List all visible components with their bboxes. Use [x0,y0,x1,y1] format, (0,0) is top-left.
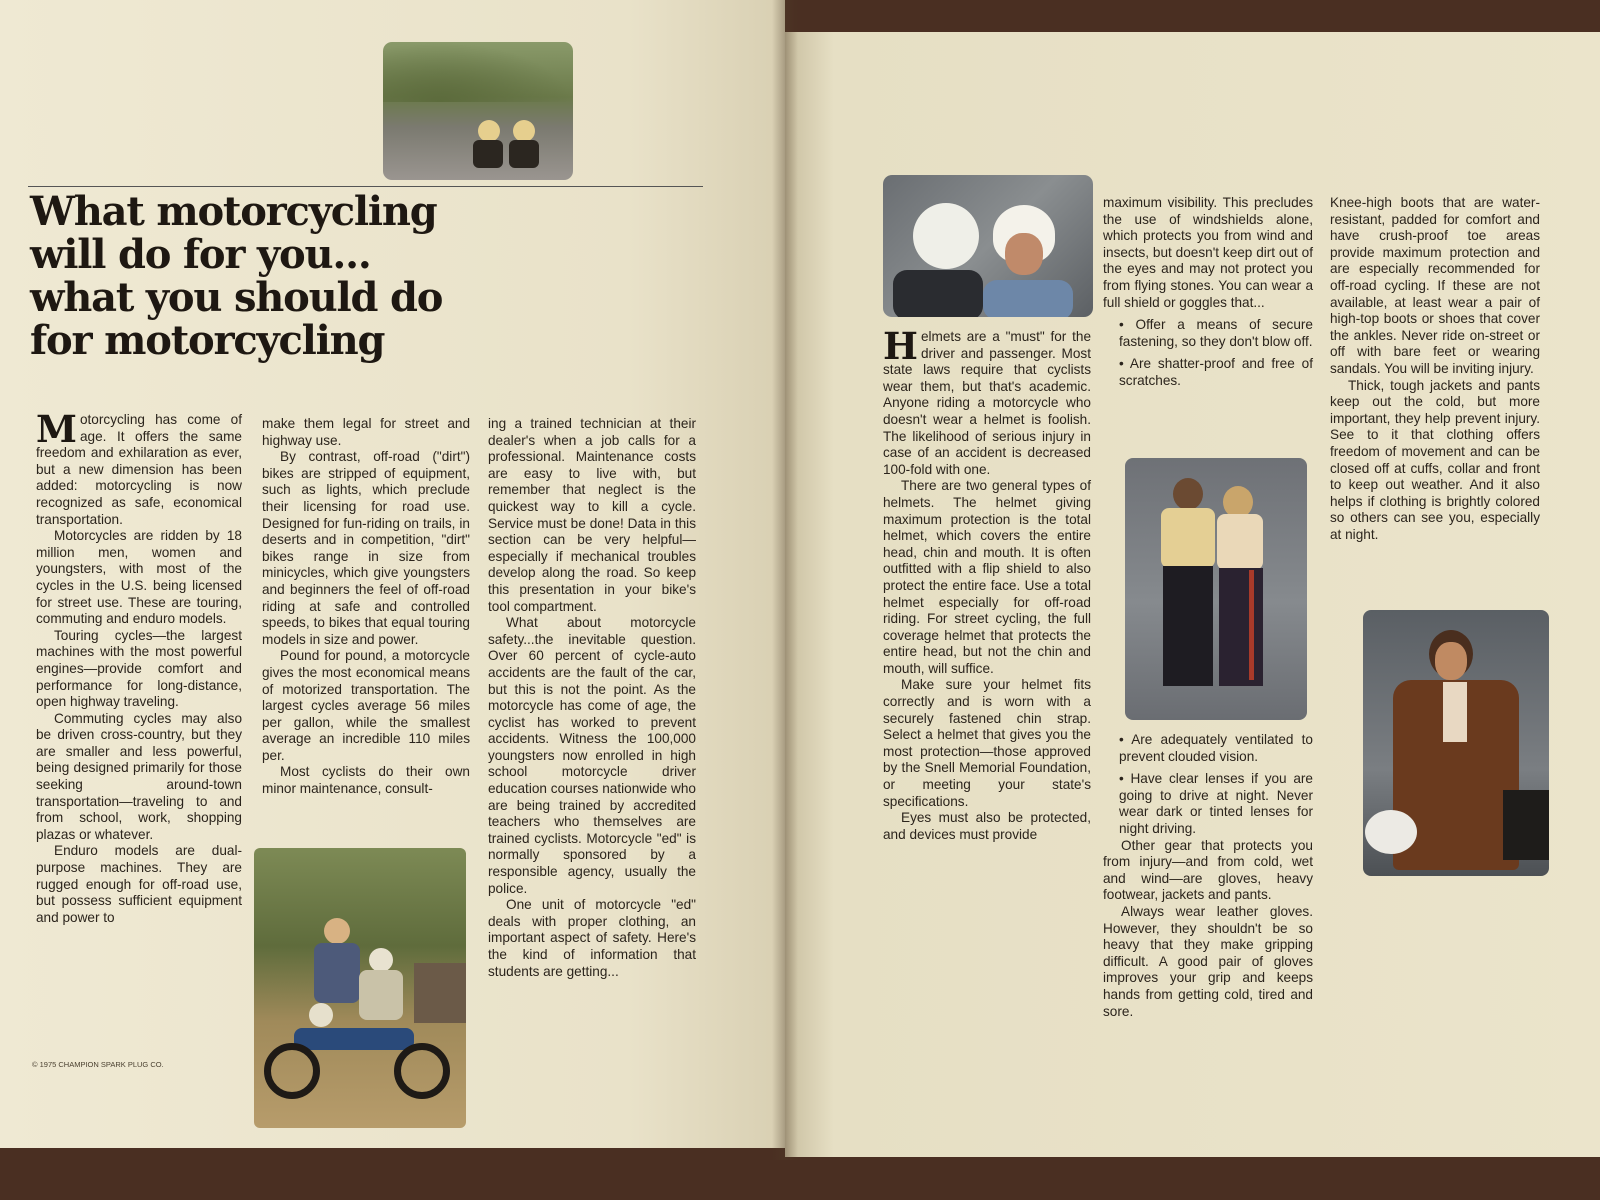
paragraph: maximum visibility. This precludes the use of windshields alone, which protects you from wind and insects, but doesn't keep dirt out of the eyes and may not protect you from flying stones. You can wear a full shield or goggles that... [1103,195,1313,310]
riders-photo [383,42,573,180]
paragraph: Thick, tough jackets and pants keep out the cold, but more important, they help prevent injury. See to it that clothing offers freedom of movement and can be closed off at cuffs, collar and front to keep out weather. And it also helps if clothing is brightly colored so others can see you, especially at night. [1330,377,1540,542]
paragraph: Always wear leather gloves. However, they shouldn't be so heavy that they make gripping difficult. A good pair of gloves improves your grip and keeps hands from getting cold, tired and sore. [1103,903,1313,1019]
bullet-item: • Are shatter-proof and free of scratches. [1119,356,1313,388]
paragraph: Eyes must also be protected, and devices must provide [883,810,1091,842]
headline-line: for motorcycling [30,317,385,364]
headline-line: What motorcycling [30,188,437,235]
headline-rule [28,186,703,187]
paragraph: Enduro models are dual-purpose machines. They are rugged enough for off-road use, but possess sufficient equipment and power to [36,843,242,925]
page-gutter [772,0,798,1160]
article-column-5-continued [1103,732,1313,1020]
riding-gear-couple-photo [1125,458,1307,720]
paragraph [36,407,242,528]
paragraph: By contrast, off-road ("dirt") bikes are stripped of equipment, such as lights, which preclude their licensing for road use. Designed for fun-riding on trails, in deserts and in competition, "dirt" bikes range in size from minicycles, which give youngsters and beginners the feel of off-road riding at safe and controlled speeds, to bikes that equal touring models in size and power. [262,449,470,647]
bullet-item: • Offer a means of secure fastening, so they don't blow off. [1119,317,1313,349]
paragraph: Make sure your helmet fits correctly and is worn with a securely fastened chin strap. Select a helmet that gives you the most protection—those approved by the Snell Memorial Foundation, or meeting your state's specifications. [883,677,1091,809]
paragraph [883,324,1091,478]
paragraph: Commuting cycles may also be driven cross-country, but they are smaller and less powerful, being designed primarily for those seeking around-town transportation—traveling to and from school, work, shopping plazas or whatever. [36,710,242,842]
paragraph: Most cyclists do their own minor maintenance, consult- [262,764,470,797]
copyright-notice: © 1975 CHAMPION SPARK PLUG CO. [32,1060,164,1069]
right-page [785,32,1600,1157]
paragraph: ing a trained technician at their dealer's when a job calls for a professional. Maintenance costs are easy to live with, but remember that neglect is the quickest way to kill a cycle. Service must be done! Data in this section can be very helpful—especially if mechanical troubles develop along the road. So keep this presentation in your bike's tool compartment. [488,416,696,614]
article-column-2 [262,416,470,798]
leather-jacket-photo [1363,610,1549,876]
paragraph-text: otorcycling has come of age. It offers the same freedom and exhilaration as ever, but a new dimension has been added: motorcycling is now recognized as safe, economical transportation. [36,412,242,527]
helmets-photo [883,175,1093,317]
paragraph-text: elmets are a "must" for the driver and passenger. Most state laws require that cyclists wear them, but that's academic. Anyone riding a motorcycle who doesn't wear a helmet is foolish. The likelihood of serious injury in case of an accident is decreased 100-fold with one. [883,329,1091,477]
paragraph: Other gear that protects you from injury—and from cold, wet and wind—are gloves, heavy footwear, jackets and pants. [1103,837,1313,903]
article-column-6 [1330,195,1540,543]
article-column-4 [883,324,1091,843]
headline-line: will do for you... [30,231,371,278]
dropcap: M [36,407,77,451]
family-motorcycle-photo [254,848,466,1128]
paragraph: Motorcycles are ridden by 18 million men, women and youngsters, with most of the cycles in the U.S. being licensed for street use. These are touring, commuting and enduro models. [36,528,242,627]
article-column-3 [488,416,696,980]
paragraph: Touring cycles—the largest machines with the most powerful engines—provide comfort and performance for long-distance, open highway traveling. [36,627,242,710]
article-column-1 [36,407,242,926]
headline [30,190,470,362]
paragraph: One unit of motorcycle "ed" deals with proper clothing, an important aspect of safety. Here's the kind of information that students are getting... [488,897,696,979]
article-column-5 [1103,195,1313,390]
bullet-item: • Are adequately ventilated to prevent clouded vision. [1119,732,1313,764]
bullet-item: • Have clear lenses if you are going to drive at night. Never wear dark or tinted lenses for night driving. [1119,771,1313,836]
paragraph: Knee-high boots that are water-resistant, padded for comfort and have crush-proof toe areas provide maximum protection and are especially recommended for off-road cycling. If these are not available, at least wear a pair of high-top boots or shoes that cover the ankles. Never ride on-street or off with bare feet or wearing sandals. You will be inviting injury. [1330,195,1540,376]
left-page [0,0,785,1148]
paragraph: Pound for pound, a motorcycle gives the most economical means of motorized transportation. The largest cycles average 56 miles per gallon, while the smallest average an incredible 110 miles per. [262,648,470,763]
paragraph: make them legal for street and highway use. [262,416,470,448]
paragraph: There are two general types of helmets. The helmet giving maximum protection is the total helmet, which covers the entire head, chin and mouth. It is often outfitted with a flip shield to also protect the entire face. Use a total helmet especially for off-road riding. For street cycling, the full coverage helmet that protects the entire head, but not the chin and mouth, will suffice. [883,478,1091,676]
paragraph: What about motorcycle safety...the inevitable question. Over 60 percent of cycle-auto accidents are the fault of the car, but this is not the point. As the motorcycle has come of age, the cyclist has worked to prevent accidents. Witness the 100,000 youngsters now enrolled in high school motorcycle driver education courses nationwide who are being trained by accredited teachers who themselves are trained cyclists. Motorcycle "ed" is normally sponsored by a responsible agency, usually the police. [488,615,696,896]
dropcap: H [883,324,918,368]
headline-line: what you should do [30,274,443,321]
